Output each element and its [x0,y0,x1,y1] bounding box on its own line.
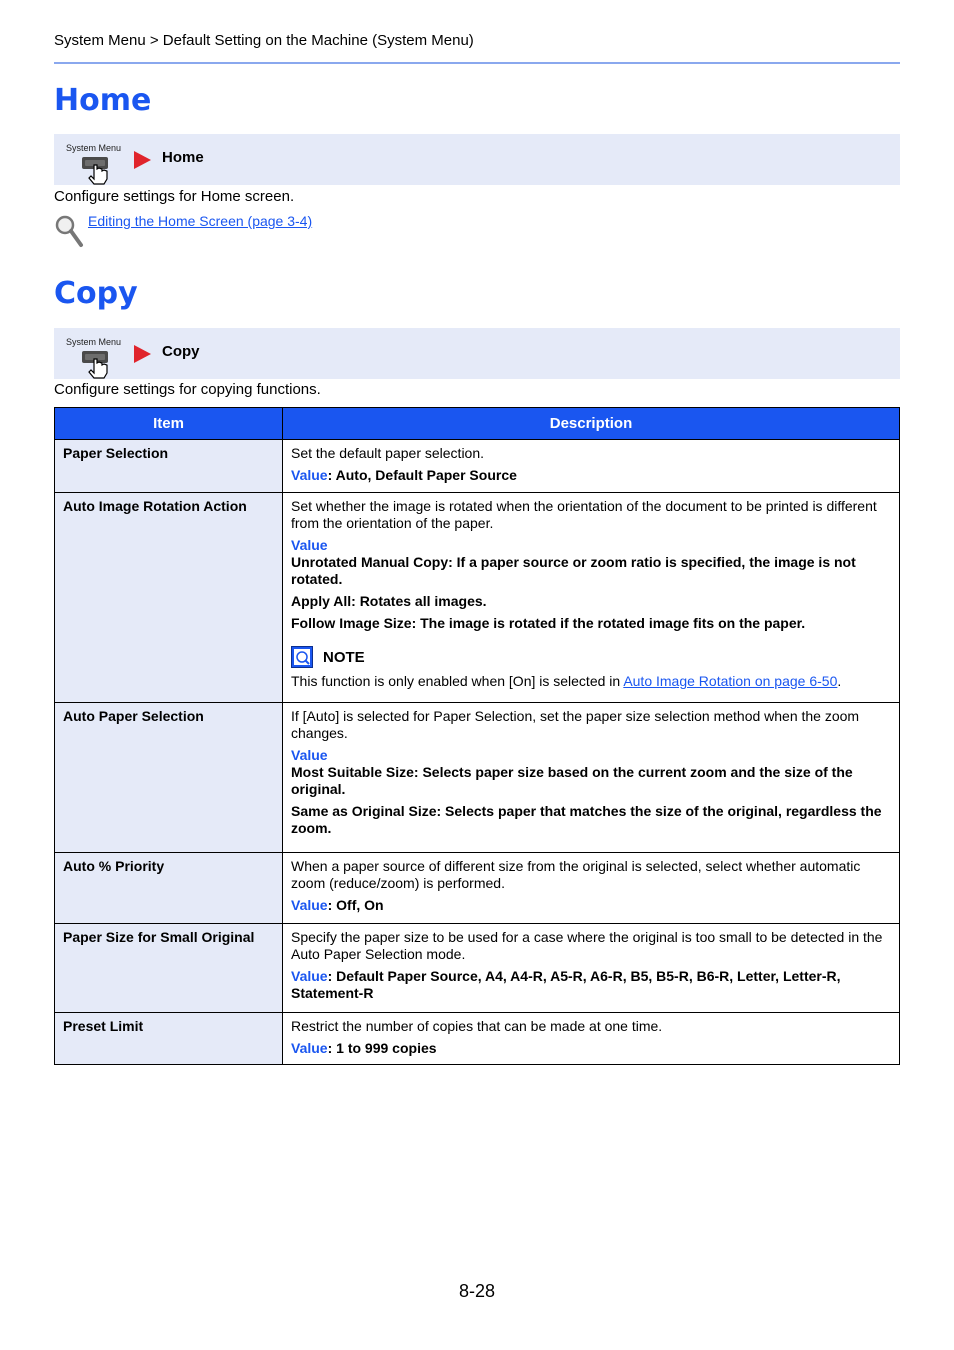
column-header-description: Description [283,408,900,440]
home-menu-path-bar [54,134,900,185]
row-description: When a paper source of different size from the original is selected, select whether automatic zoom (reduce/zoom) is performed. Value: Off, On [283,853,900,924]
table-row [55,1013,900,1065]
table-row [55,924,900,1013]
row-description: Set whether the image is rotated when the orientation of the document to be printed is different from the orientation of the paper. Value Unrotated Manual Copy: If a paper source or zoom ratio is specified, the image is not rotated. Apply All: Rotates all images. Follow Image Size: The image is rotated if the rotated image fits on the paper. NOTE This function is only enabled when [On] is selected in Auto Image Rotation on page 6-50. [283,493,900,703]
auto-image-rotation-link[interactable]: Auto Image Rotation on page 6-50 [623,673,838,689]
system-menu-key-icon: System Menu [66,337,122,379]
breadcrumb: System Menu > Default Setting on the Machine (System Menu) [54,32,474,49]
copy-menu-path: Copy [162,343,200,360]
editing-home-screen-link[interactable]: Editing the Home Screen (page 3-4) [88,213,313,229]
row-item-label: Paper Selection [55,440,283,493]
table-row [55,853,900,924]
row-value: Off, On [336,897,384,913]
row-item-label: Auto % Priority [55,853,283,924]
home-menu-path: Home [162,149,204,166]
copy-description: Configure settings for copying functions. [54,381,321,398]
copy-settings-table [54,407,900,1065]
path-arrow-icon [134,151,151,169]
copy-menu-path-bar [54,328,900,379]
note-icon [291,646,313,668]
row-item-label: Paper Size for Small Original [55,924,283,1013]
home-description: Configure settings for Home screen. [54,188,295,205]
row-description: Set the default paper selection. Value: Auto, Default Paper Source [283,440,900,493]
table-row [55,703,900,853]
row-option: Follow Image Size: The image is rotated if the rotated image fits on the paper. [291,615,806,631]
row-option: Most Suitable Size: Selects paper size based on the current zoom and the size of the original. [291,764,853,797]
system-menu-key-icon: System Menu [66,143,122,185]
row-option: Same as Original Size: Selects paper that matches the size of the original, regardless the zoom. [291,803,882,836]
row-option: Unrotated Manual Copy: If a paper source or zoom ratio is specified, the image is not rotated. [291,554,856,587]
note-text: This function is only enabled when [On] is selected in Auto Image Rotation on page 6-50. [291,673,842,689]
header-divider [54,62,900,64]
row-item-label: Auto Image Rotation Action [55,493,283,703]
home-section-title: Home [54,83,152,118]
row-value: Auto, Default Paper Source [335,467,517,483]
copy-section-title: Copy [54,276,138,311]
row-item-label: Auto Paper Selection [55,703,283,853]
path-arrow-icon [134,345,151,363]
row-value: Default Paper Source, A4, A4-R, A5-R, A6-R, B5, B5-R, B6-R, Letter, Letter-R, Statement-R [291,968,841,1001]
note-heading: NOTE [291,646,891,668]
page-number: 8-28 [458,1281,496,1301]
row-description: If [Auto] is selected for Paper Selection, set the paper size selection method when the zoom changes. Value Most Suitable Size: Selects paper size based on the current zoom and the size of the original. Same as Original Size: Selects paper that matches the size of the original, regardless the zoom. [283,703,900,853]
row-description: Specify the paper size to be used for a case where the original is too small to be detected in the Auto Paper Selection mode. Value: Default Paper Source, A4, A4-R, A5-R, A6-R, B5, B5-R, B6-R, Letter, Letter-R, Statement-R [283,924,900,1013]
row-value: 1 to 999 copies [336,1040,437,1056]
table-row [55,440,900,493]
row-item-label: Preset Limit [55,1013,283,1065]
row-option: Apply All: Rotates all images. [291,593,487,609]
table-row [55,493,900,703]
reference-magnifier-icon [54,214,84,248]
column-header-item: Item [55,408,283,440]
row-description: Restrict the number of copies that can be made at one time. Value: 1 to 999 copies [283,1013,900,1065]
table-header-row [55,408,900,440]
